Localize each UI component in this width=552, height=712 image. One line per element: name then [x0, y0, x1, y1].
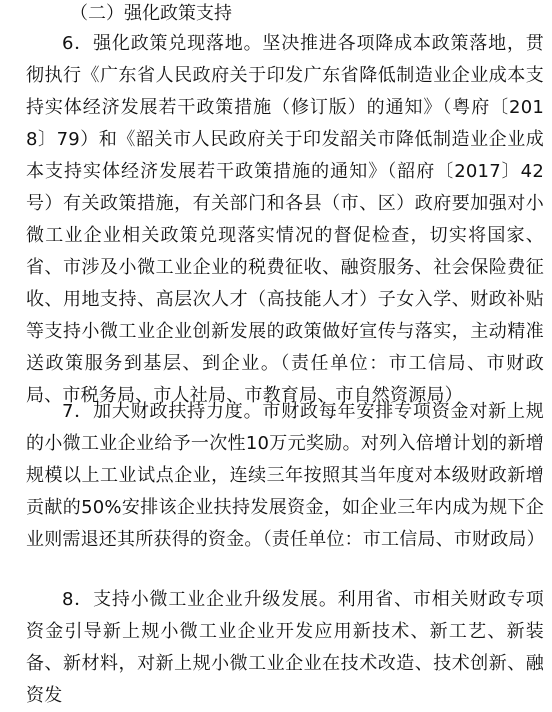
paragraph-8-upgrade-development: 8．支持小微工业企业升级发展。利用省、市相关财政专项资金引导新上规小微工业企业开发应用新技术、新工艺、新装备、新材料，对新上规小微工业企业在技术改造、技术创新、融资发 — [26, 589, 544, 706]
section-heading: （二）强化政策支持 — [70, 3, 232, 24]
paragraph-7-financial-support: 7．加大财政扶持力度。市财政每年安排专项资金对新上规的小微工业企业给予一次性10万元奖励。对列入倍增计划的新增规模以上工业试点企业，连续三年按照其当年度对本级财政新增贡献的50%安排该企业扶持发展资金，如企业三年内成为规下企业则需退还其所获得的资金。（责任单位：市工信局、市财政局） — [26, 401, 545, 550]
paragraph-6-policy-implementation: 6．强化政策兑现落地。坚决推进各项降成本政策落地，贯彻执行《广东省人民政府关于印发广东省降低制造业企业成本支持实体经济发展若干政策措施（修订版）的通知》（粤府〔2018〕79）和《韶关市人民政府关于印发韶关市降低制造业企业成本支持实体经济发展若干政策措施的通知》（韶府〔2017〕42号）有关政策措施，有关部门和各县（市、区）政府要加强对小微工业企业相关政策兑现落实情况的督促检查，切实将国家、省、市涉及小微工业企业的税费征收、融资服务、社会保险费征收、用地支持、高层次人才（高技能人才）子女入学、财政补贴等支持小微工业企业创新发展的政策做好宣传与落实，主动精准送政策服务到基层、到企业。（责任单位：市工信局、市财政局、市税务局、市人社局、市教育局、市自然资源局） — [26, 33, 544, 406]
